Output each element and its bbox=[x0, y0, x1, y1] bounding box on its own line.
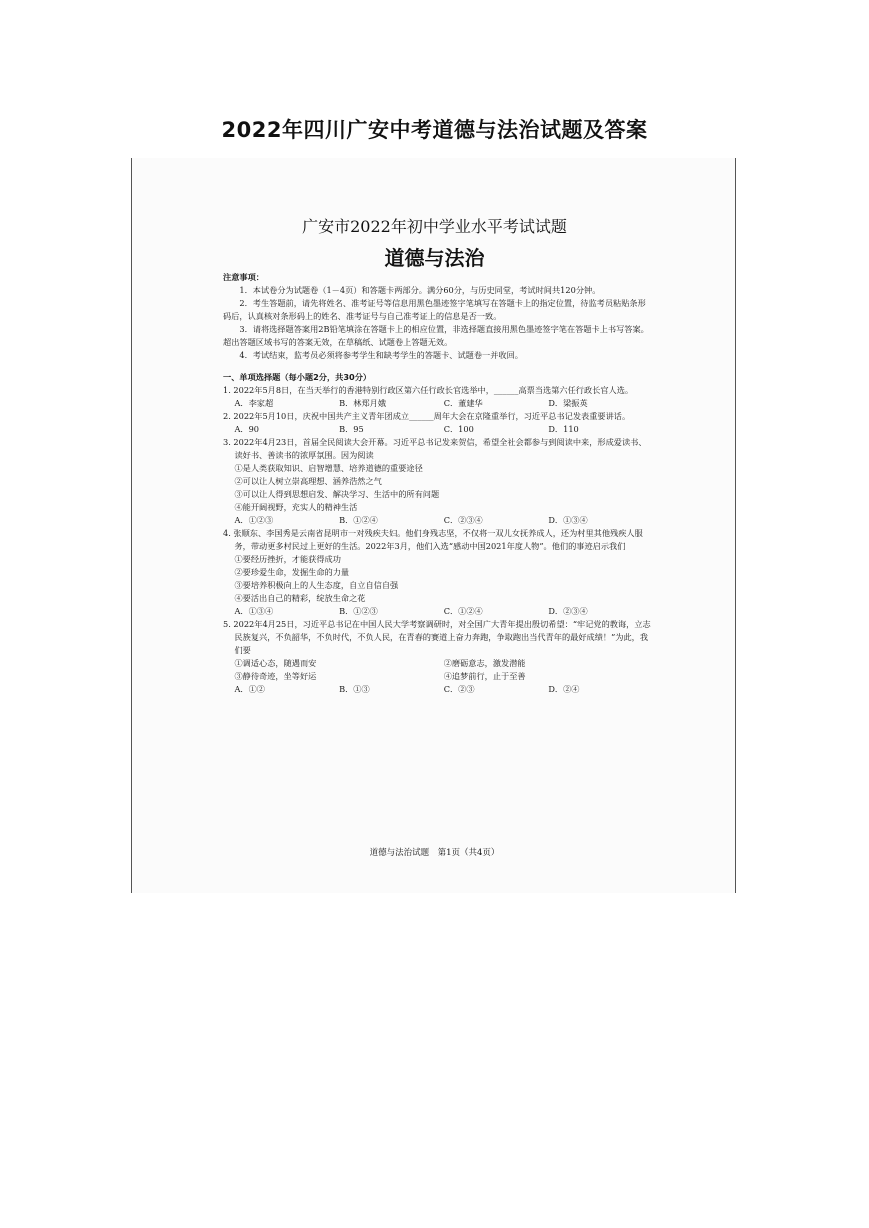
statement: ①是人类获取知识、启智增慧、培养道德的重要途径 bbox=[234, 463, 423, 473]
option-c: C．①②④ bbox=[443, 606, 483, 616]
notice-item: 1．本试卷分为试题卷（1－4页）和答题卡两部分。满分60分，与历史同堂，考试时间共120分钟。 bbox=[239, 285, 601, 295]
notice-item: 4．考试结束，监考员必须将参考学生和缺考学生的答题卡、试题卷一并收回。 bbox=[239, 350, 523, 360]
statement: ④能开阔视野，充实人的精神生活 bbox=[234, 502, 358, 512]
option-b: B．①③ bbox=[339, 684, 370, 694]
option-a: A．①②③ bbox=[234, 515, 274, 525]
option-a: A．李家超 bbox=[234, 398, 274, 408]
option-d: D．梁振英 bbox=[548, 398, 588, 408]
option-a: A．90 bbox=[234, 424, 259, 434]
question-5 bbox=[223, 618, 653, 696]
statement: ②可以让人树立崇高理想、涵养浩然之气 bbox=[234, 476, 382, 486]
answer-options bbox=[223, 605, 653, 618]
question-stem: 2. 2022年5月10日，庆祝中国共产主义青年团成立______周年大会在京隆重举行，习近平总书记发表重要讲话。 bbox=[223, 411, 631, 421]
exam-subject: 道德与法治 bbox=[384, 246, 485, 270]
answer-options bbox=[223, 683, 653, 696]
statement: ④追梦前行，止于至善 bbox=[443, 671, 526, 681]
option-c: C．董建华 bbox=[443, 398, 483, 408]
statement: ④要活出自己的精彩，绽放生命之花 bbox=[234, 593, 366, 603]
option-c: C．②③ bbox=[443, 684, 475, 694]
question-3 bbox=[223, 436, 653, 527]
option-b: B．林郑月娥 bbox=[339, 398, 387, 408]
option-a: A．①② bbox=[234, 684, 265, 694]
notice-title: 注意事项： bbox=[223, 272, 264, 282]
exam-page-scan bbox=[131, 158, 736, 893]
option-c: C．②③④ bbox=[443, 515, 483, 525]
option-d: D．110 bbox=[548, 424, 579, 434]
page-title: 2022年四川广安中考道德与法治试题及答案 bbox=[221, 118, 648, 142]
section-title: 一、单项选择题（每小题2分，共30分） bbox=[223, 372, 372, 382]
statement-grid bbox=[223, 657, 653, 683]
page-footer: 道德与法治试题 第1页（共4页） bbox=[369, 848, 500, 858]
question-4 bbox=[223, 527, 653, 618]
option-b: B．①②③ bbox=[339, 606, 378, 616]
answer-options bbox=[223, 514, 653, 527]
option-b: B．①②④ bbox=[339, 515, 378, 525]
notice-block bbox=[223, 271, 653, 362]
option-a: A．①③④ bbox=[234, 606, 274, 616]
question-stem: 4. 张顺东、李国秀是云南省昆明市一对残疾夫妇。他们身残志坚，不仅将一双儿女抚养成人，还为村里其他残疾人服务，带动更多村民过上更好的生活。2022年3月，他们入选“感动中国2021年度人物”。他们的事迹启示我们 bbox=[223, 528, 643, 551]
answer-options bbox=[223, 397, 653, 410]
exam-content bbox=[223, 271, 653, 696]
option-d: D．①③④ bbox=[548, 515, 588, 525]
notice-item: 2．考生答题前，请先将姓名、准考证号等信息用黑色墨迹签字笔填写在答题卡上的指定位置，待监考员粘贴条形码后，认真核对条形码上的姓名、准考证号与自己准考证上的信息是否一致。 bbox=[223, 298, 646, 321]
statement: ③静待奇迹，坐等好运 bbox=[234, 671, 317, 681]
question-1 bbox=[223, 384, 653, 410]
answer-options bbox=[223, 423, 653, 436]
statement: ①调适心态，随遇而安 bbox=[234, 658, 317, 668]
statement: ③可以让人得到思想启发、解决学习、生活中的所有问题 bbox=[234, 489, 440, 499]
statement: ②要珍爱生命，发掘生命的力量 bbox=[234, 567, 350, 577]
question-2 bbox=[223, 410, 653, 436]
option-b: B．95 bbox=[339, 424, 364, 434]
question-stem: 3. 2022年4月23日，首届全民阅读大会开幕。习近平总书记发来贺信，希望全社会都参与到阅读中来，形成爱读书、读好书、善读书的浓厚氛围。因为阅读 bbox=[223, 437, 647, 460]
question-stem: 1. 2022年5月8日，在当天举行的香港特别行政区第六任行政长官选举中，______高票当选第六任行政长官人选。 bbox=[223, 385, 634, 395]
exam-title: 广安市2022年初中学业水平考试试题 bbox=[302, 217, 567, 236]
notice-item: 3．请将选择题答案用2B铅笔填涂在答题卡上的相应位置，非选择题直接用黑色墨迹签字笔在答题卡上书写答案。超出答题区域书写的答案无效，在草稿纸、试题卷上答题无效。 bbox=[223, 324, 649, 347]
statement: ②磨砺意志，激发潜能 bbox=[443, 658, 526, 668]
statement: ③要培养积极向上的人生态度，自立自信自强 bbox=[234, 580, 399, 590]
option-d: D．②④ bbox=[548, 684, 580, 694]
statement: ①要经历挫折，才能获得成功 bbox=[234, 554, 341, 564]
option-c: C．100 bbox=[443, 424, 474, 434]
question-stem: 5. 2022年4月25日，习近平总书记在中国人民大学考察调研时，对全国广大青年提出殷切希望：“牢记党的教诲，立志民族复兴，不负韶华，不负时代，不负人民，在青春的赛道上奋力奔跑，争取跑出当代青年的最好成绩！”为此，我们要 bbox=[223, 619, 651, 655]
option-d: D．②③④ bbox=[548, 606, 588, 616]
